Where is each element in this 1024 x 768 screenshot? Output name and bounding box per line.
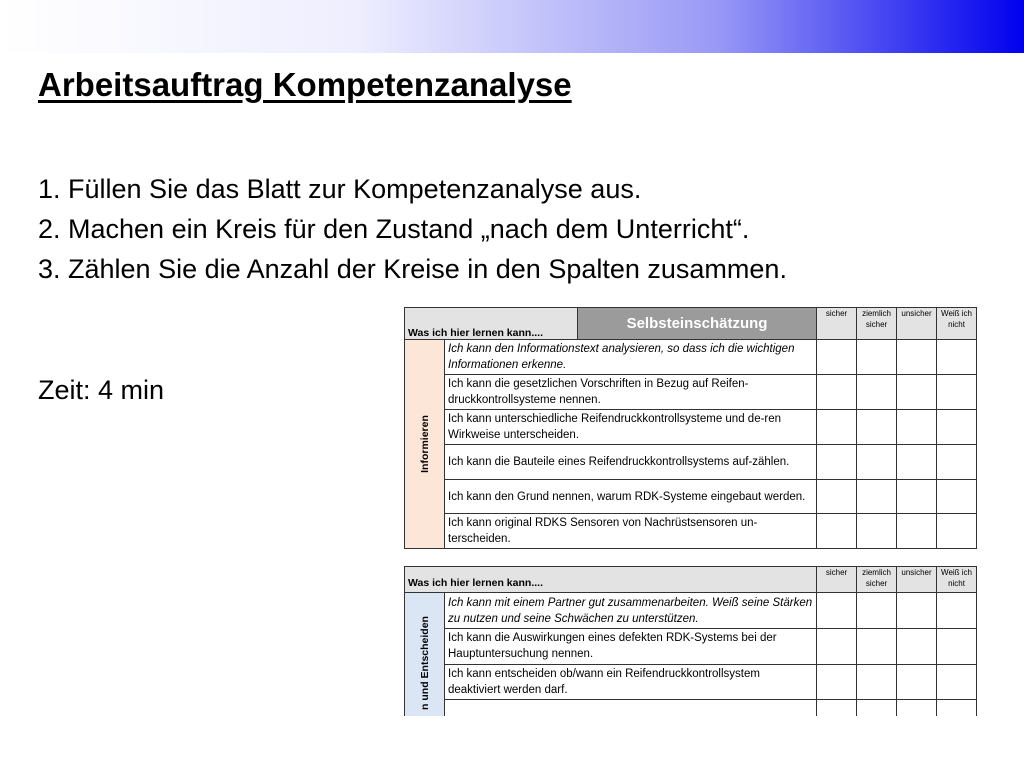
column-header-ziemlich-sicher: ziemlich sicher (857, 308, 897, 340)
rating-cell-weiss-ich-nicht[interactable] (937, 445, 977, 480)
rating-cell-weiss-ich-nicht[interactable] (937, 410, 977, 445)
header-gradient-bar (0, 0, 1024, 53)
rating-cell-weiss-ich-nicht[interactable] (937, 699, 977, 716)
rating-cell-ziemlich-sicher[interactable] (857, 514, 897, 549)
page-title: Arbeitsauftrag Kompetenzanalyse (38, 66, 572, 103)
competence-statement: Ich kann den Grund nennen, warum RDK-Systeme eingebaut werden. (445, 480, 817, 514)
rating-cell-sicher[interactable] (817, 629, 857, 664)
rating-cell-sicher[interactable] (817, 699, 857, 716)
rating-cell-weiss-ich-nicht[interactable] (937, 593, 977, 629)
time-limit: Zeit: 4 min (38, 375, 165, 405)
category-label: Informieren (418, 415, 431, 473)
rating-cell-weiss-ich-nicht[interactable] (937, 629, 977, 664)
column-header-sicher: sicher (817, 567, 857, 593)
rating-cell-unsicher[interactable] (897, 480, 937, 514)
rating-cell-weiss-ich-nicht[interactable] (937, 340, 977, 375)
competence-statement (445, 699, 817, 716)
rating-cell-ziemlich-sicher[interactable] (857, 375, 897, 410)
category-cell (405, 593, 445, 717)
rating-cell-unsicher[interactable] (897, 514, 937, 549)
competence-table-informieren (404, 307, 977, 549)
rating-cell-ziemlich-sicher[interactable] (857, 699, 897, 716)
rating-cell-ziemlich-sicher[interactable] (857, 664, 897, 699)
rating-cell-unsicher[interactable] (897, 340, 937, 375)
competence-statement: Ich kann entscheiden ob/wann ein Reifendruckkontrollsystem deaktiviert werden darf. (445, 664, 817, 699)
rating-cell-ziemlich-sicher[interactable] (857, 629, 897, 664)
self-assessment-heading: Selbsteinschätzung (578, 308, 816, 339)
rating-cell-sicher[interactable] (817, 480, 857, 514)
rating-cell-unsicher[interactable] (897, 593, 937, 629)
column-header-ziemlich-sicher: ziemlich sicher (857, 567, 897, 593)
rating-cell-ziemlich-sicher[interactable] (857, 445, 897, 480)
category-label: n und Entscheiden (418, 616, 431, 710)
competence-statement: Ich kann die Bauteile eines Reifendruckkontrollsystems auf-zählen. (445, 445, 817, 480)
rating-cell-weiss-ich-nicht[interactable] (937, 514, 977, 549)
instruction-step-2: 2. Machen ein Kreis für den Zustand „nach dem Unterricht“. (38, 214, 750, 244)
rating-cell-sicher[interactable] (817, 445, 857, 480)
rating-cell-unsicher[interactable] (897, 410, 937, 445)
rating-cell-ziemlich-sicher[interactable] (857, 593, 897, 629)
rating-cell-unsicher[interactable] (897, 699, 937, 716)
rating-cell-sicher[interactable] (817, 593, 857, 629)
rating-cell-sicher[interactable] (817, 664, 857, 699)
column-header-weiss-ich-nicht: Weiß ich nicht (937, 567, 977, 593)
column-header-unsicher: unsicher (897, 308, 937, 340)
rating-cell-ziemlich-sicher[interactable] (857, 480, 897, 514)
rating-cell-sicher[interactable] (817, 410, 857, 445)
rating-cell-ziemlich-sicher[interactable] (857, 340, 897, 375)
rating-cell-weiss-ich-nicht[interactable] (937, 375, 977, 410)
competence-statement: Ich kann original RDKS Sensoren von Nachrüstsensoren un-terscheiden. (445, 514, 817, 549)
category-cell (405, 340, 445, 549)
column-header-unsicher: unsicher (897, 567, 937, 593)
competence-statement: Ich kann unterschiedliche Reifendruckkontrollsysteme und de-ren Wirkweise unterscheiden. (445, 410, 817, 445)
table-header-label: Was ich hier lernen kann.... (405, 567, 817, 593)
rating-cell-weiss-ich-nicht[interactable] (937, 480, 977, 514)
competence-statement: Ich kann die gesetzlichen Vorschriften in Bezug auf Reifen-druckkontrollsysteme nennen. (445, 375, 817, 410)
rating-cell-unsicher[interactable] (897, 445, 937, 480)
rating-cell-unsicher[interactable] (897, 629, 937, 664)
instruction-list (38, 169, 787, 289)
competence-statement: Ich kann mit einem Partner gut zusammenarbeiten. Weiß seine Stärken zu nutzen und seine Schwächen zu unterstützen. (445, 593, 817, 629)
rating-cell-sicher[interactable] (817, 375, 857, 410)
rating-cell-weiss-ich-nicht[interactable] (937, 664, 977, 699)
rating-cell-ziemlich-sicher[interactable] (857, 410, 897, 445)
column-header-weiss-ich-nicht: Weiß ich nicht (937, 308, 977, 340)
rating-cell-unsicher[interactable] (897, 664, 937, 699)
instruction-step-1: 1. Füllen Sie das Blatt zur Kompetenzanalyse aus. (38, 174, 642, 204)
instruction-step-3: 3. Zählen Sie die Anzahl der Kreise in den Spalten zusammen. (38, 254, 787, 284)
competence-statement: Ich kann die Auswirkungen eines defekten RDK-Systems bei der Hauptuntersuchung nennen. (445, 629, 817, 664)
competence-table-entscheiden (404, 566, 977, 716)
table-header-label: Was ich hier lernen kann.... (405, 308, 578, 339)
rating-cell-sicher[interactable] (817, 514, 857, 549)
competence-statement: Ich kann den Informationstext analysieren, so dass ich die wichtigen Informationen erkenne. (445, 340, 817, 375)
column-header-sicher: sicher (817, 308, 857, 340)
rating-cell-sicher[interactable] (817, 340, 857, 375)
rating-cell-unsicher[interactable] (897, 375, 937, 410)
